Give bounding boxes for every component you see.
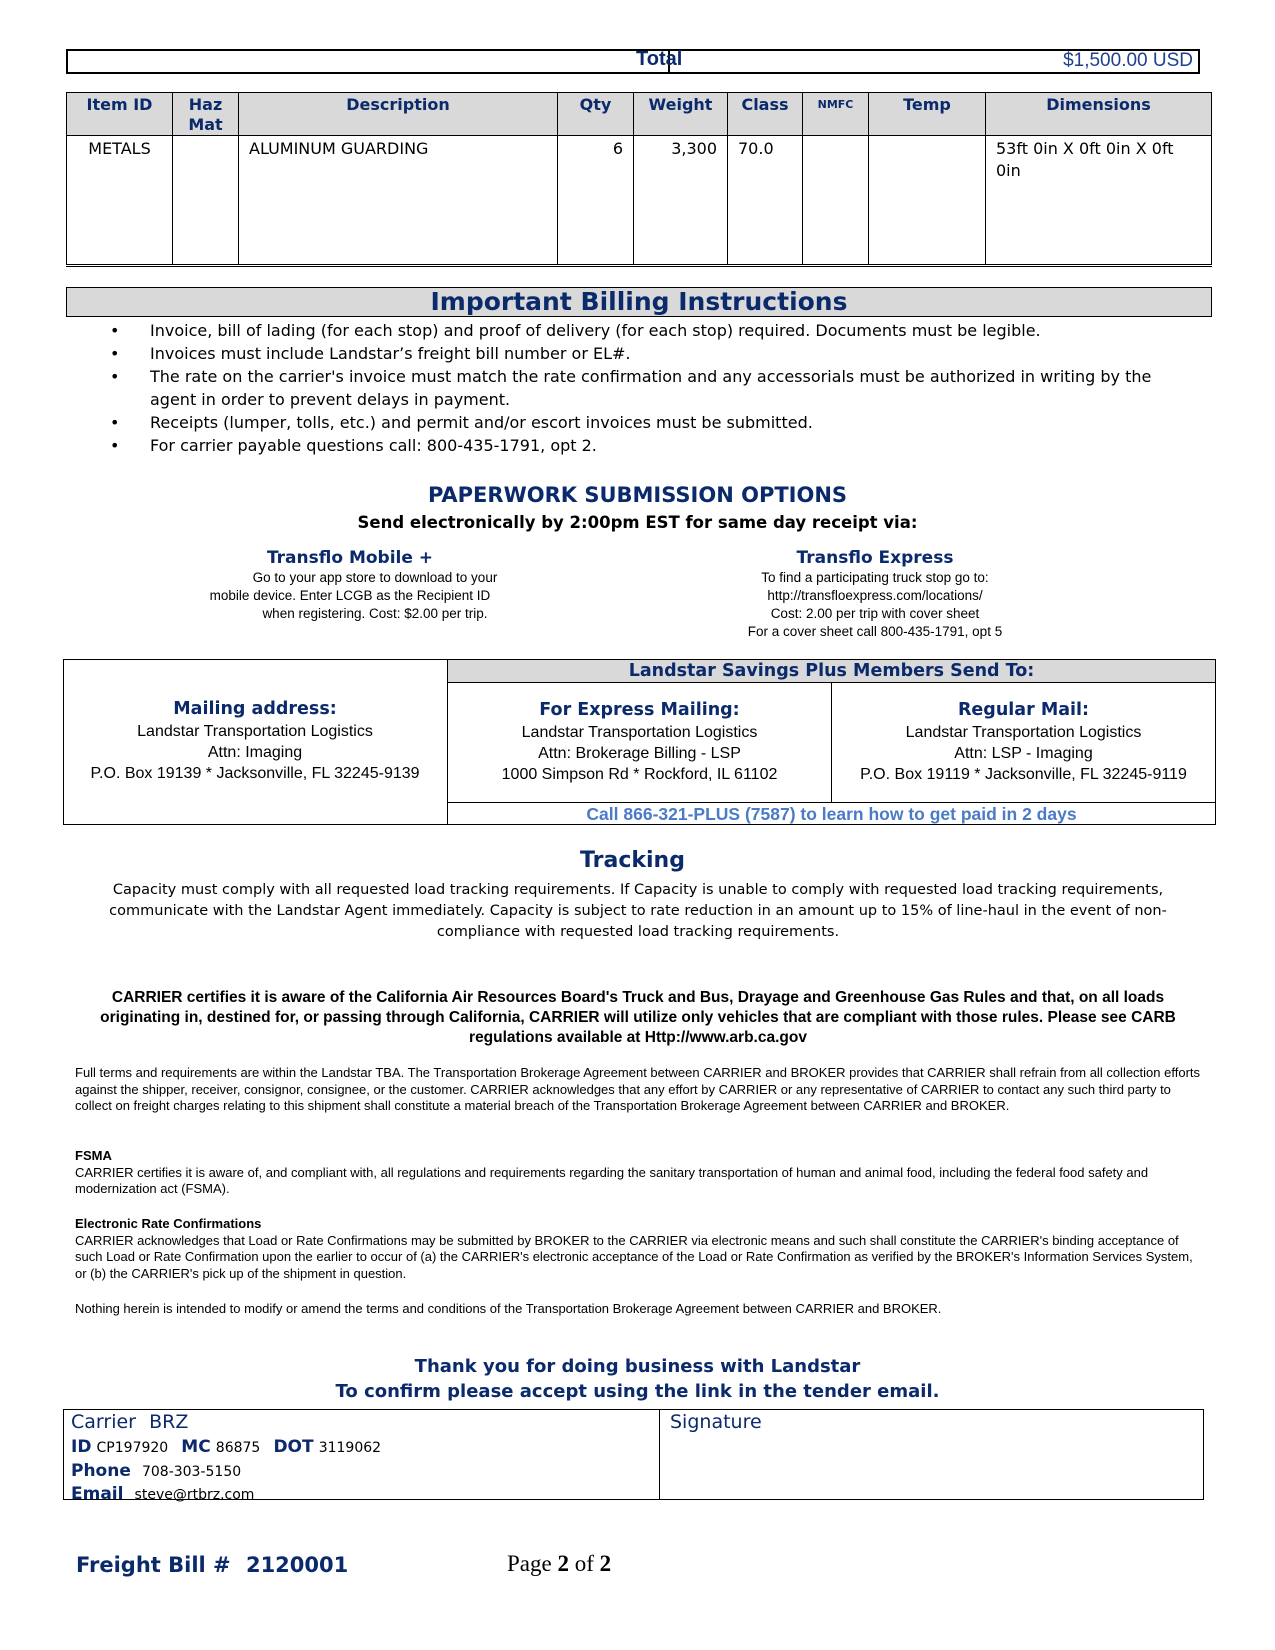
table-row: [67, 136, 1212, 266]
regular-mail-block: [832, 698, 1215, 785]
mailing-line: Attn: Imaging: [207, 744, 303, 761]
list-item: • Receipts (lumper, tolls, etc.) and permit and/or escort invoices must be submitted.: [110, 411, 1190, 434]
carrier-label: Carrier: [71, 1411, 136, 1433]
items-table: [66, 92, 1212, 267]
freight-bill-label: Freight Bill #: [76, 1553, 231, 1577]
regular-mail-line: Attn: LSP - Imaging: [954, 745, 1093, 762]
mailing-line: P.O. Box 19139 * Jacksonville, FL 32245-9139: [90, 765, 420, 782]
tracking-title: Tracking: [580, 848, 685, 873]
total-amount: $1,500.00 USD: [1063, 50, 1193, 71]
transflo-express-line: To find a participating truck stop go to:: [761, 570, 989, 585]
erc-section: [75, 1216, 1205, 1282]
transflo-express-line: Cost: 2.00 per trip with cover sheet: [770, 606, 980, 621]
fsma-section: [75, 1148, 1205, 1198]
col-nmfc: NMFC: [803, 93, 869, 136]
cell-item-id: METALS: [67, 136, 173, 266]
email-label: Email: [71, 1484, 124, 1504]
page-number: [507, 1551, 611, 1577]
cell-class: 70.0: [728, 136, 803, 266]
transflo-express-block: [700, 547, 1050, 641]
transflo-mobile-block: [180, 547, 520, 623]
express-mailing-heading: For Express Mailing:: [539, 700, 740, 720]
carrier-email[interactable]: steve@rtbrz.com: [134, 1487, 255, 1503]
cell-weight: 3,300: [634, 136, 728, 266]
col-class: Class: [728, 93, 803, 136]
list-item: • Invoices must include Landstar’s freight bill number or EL#.: [110, 342, 1190, 365]
cell-temp: [869, 136, 986, 266]
carrier-info: [71, 1410, 651, 1506]
regular-mail-line: P.O. Box 19119 * Jacksonville, FL 32245-9119: [860, 766, 1187, 783]
paperwork-subtitle: Send electronically by 2:00pm EST for same day receipt via:: [357, 513, 918, 532]
express-mailing-line: 1000 Simpson Rd * Rockford, IL 61102: [501, 766, 778, 783]
transflo-express-link[interactable]: http://transfloexpress.com/locations/: [767, 588, 983, 603]
savings-plus-call: Call 866-321-PLUS (7587) to learn how to get paid in 2 days: [448, 802, 1215, 825]
col-dimensions: Dimensions: [986, 93, 1212, 136]
tracking-text: Capacity must comply with all requested load tracking requirements. If Capacity is unable to comply with requested load tracking requirements, communicate with the Landstar Agent immediately. Capacity is subject to rate reduction in an amount up to 15% of line-haul in the event of non-compliance with requested load tracking requirements.: [109, 882, 1167, 940]
mailing-heading: Mailing address:: [173, 699, 337, 719]
col-item-id: Item ID: [67, 93, 173, 136]
express-mailing-line: Landstar Transportation Logistics: [521, 724, 758, 741]
phone-label: Phone: [71, 1461, 131, 1481]
cell-description: ALUMINUM GUARDING: [239, 136, 558, 266]
total-bar: [66, 49, 1200, 74]
thanks-line: Thank you for doing business with Landstar: [414, 1356, 861, 1377]
cell-dimensions: 53ft 0in X 0ft 0in X 0ft 0in: [986, 136, 1212, 266]
list-item: • The rate on the carrier's invoice must match the rate confirmation and any accessorials must be authorized in writing by the agent in order to prevent delays in payment.: [110, 365, 1190, 411]
full-terms-text: Full terms and requirements are within the Landstar TBA. The Transportation Brokerage Agreement between CARRIER and BROKER provides that CARRIER shall refrain from all collection efforts against the shipper, receiver, consignor, consignee, or the customer. CARRIER acknowledges that any effort by CARRIER or any representative of CARRIER to contact any such third party to collect on freight charges relating to this shipment shall constitute a material breach of the Transportation Brokerage Agreement between CARRIER and BROKER.: [75, 1065, 1201, 1113]
fsma-heading: FSMA: [75, 1148, 112, 1163]
express-mailing-block: [448, 698, 831, 785]
billing-list: [110, 319, 1190, 457]
carrier-mc: 86875: [215, 1440, 261, 1456]
transflo-mobile-line: Go to your app store to download to your: [252, 570, 498, 585]
transflo-mobile-line: mobile device. Enter LCGB as the Recipient ID: [209, 588, 491, 603]
list-item: • For carrier payable questions call: 800-435-1791, opt 2.: [110, 434, 1190, 457]
col-weight: Weight: [634, 93, 728, 136]
carrier-divider: [659, 1409, 660, 1500]
carrier-name: BRZ: [149, 1411, 189, 1433]
erc-text: CARRIER acknowledges that Load or Rate Confirmations may be submitted by BROKER to the CARRIER via electronic means and such shall constitute the CARRIER's binding acceptance of such Load or Rate Confirmation upon the earlier to occur of (a) the CARRIER's electronic acceptance of the Load or Rate Confirmation as verified by the BROKER's Information Services System, or (b) the CARRIER's pick up of the shipment in question.: [75, 1232, 1193, 1281]
paperwork-title: PAPERWORK SUBMISSION OPTIONS: [427, 483, 848, 507]
signature-label: Signature: [670, 1411, 762, 1433]
col-haz-mat: Haz Mat: [173, 93, 239, 136]
dot-label: DOT: [273, 1437, 314, 1457]
regular-mail-heading: Regular Mail:: [957, 700, 1090, 720]
freight-bill: [76, 1553, 348, 1577]
transflo-mobile-heading: Transflo Mobile +: [266, 548, 434, 568]
regular-mail-line: Landstar Transportation Logistics: [905, 724, 1142, 741]
col-description: Description: [239, 93, 558, 136]
cell-nmfc: [803, 136, 869, 266]
confirm-line: To confirm please accept using the link in the tender email.: [335, 1381, 940, 1402]
list-item: • Invoice, bill of lading (for each stop) and proof of delivery (for each stop) required. Documents must be legible.: [110, 319, 1190, 342]
transflo-express-heading: Transflo Express: [796, 548, 954, 568]
freight-bill-number: 2120001: [245, 1553, 349, 1577]
fsma-text: CARRIER certifies it is aware of, and compliant with, all regulations and requirements regarding the sanitary transportation of human and animal food, including the federal food safety and modernization act (FSMA).: [75, 1164, 1149, 1196]
savings-plus-heading: Landstar Savings Plus Members Send To:: [448, 660, 1215, 683]
page-of: of: [574, 1551, 594, 1576]
transflo-express-line: For a cover sheet call 800-435-1791, opt 5: [747, 624, 1003, 639]
billing-title: Important Billing Instructions: [66, 287, 1212, 317]
items-header-row: [67, 93, 1212, 136]
col-temp: Temp: [869, 93, 986, 136]
nothing-herein-text: Nothing herein is intended to modify or amend the terms and conditions of the Transportation Brokerage Agreement between CARRIER and BROKER.: [75, 1301, 942, 1316]
page-prefix: Page: [507, 1551, 552, 1576]
mc-label: MC: [181, 1437, 211, 1457]
mailing-line: Landstar Transportation Logistics: [137, 723, 373, 740]
cell-qty: 6: [558, 136, 634, 266]
mailing-address-cell: [63, 659, 448, 825]
erc-heading: Electronic Rate Confirmations: [75, 1216, 262, 1231]
express-mailing-line: Attn: Brokerage Billing - LSP: [538, 745, 741, 762]
carrier-id: CP197920: [96, 1440, 169, 1456]
cell-haz-mat: [173, 136, 239, 266]
transflo-mobile-line: when registering. Cost: $2.00 per trip.: [262, 606, 488, 621]
page-total: 2: [599, 1551, 612, 1576]
carb-notice: CARRIER certifies it is aware of the California Air Resources Board's Truck and Bus, Drayage and Greenhouse Gas Rules and that, on all loads originating in, destined for, or passing through California, CARRIER will utilize only vehicles that are compliant with those rules. Please see CARB regulations available at Http://www.arb.ca.gov: [100, 989, 1176, 1046]
total-label: Total: [636, 48, 683, 70]
carrier-dot: 3119062: [318, 1440, 382, 1456]
id-label: ID: [71, 1437, 92, 1457]
carrier-phone: 708-303-5150: [141, 1464, 242, 1480]
page-current: 2: [557, 1551, 569, 1576]
col-qty: Qty: [558, 93, 634, 136]
